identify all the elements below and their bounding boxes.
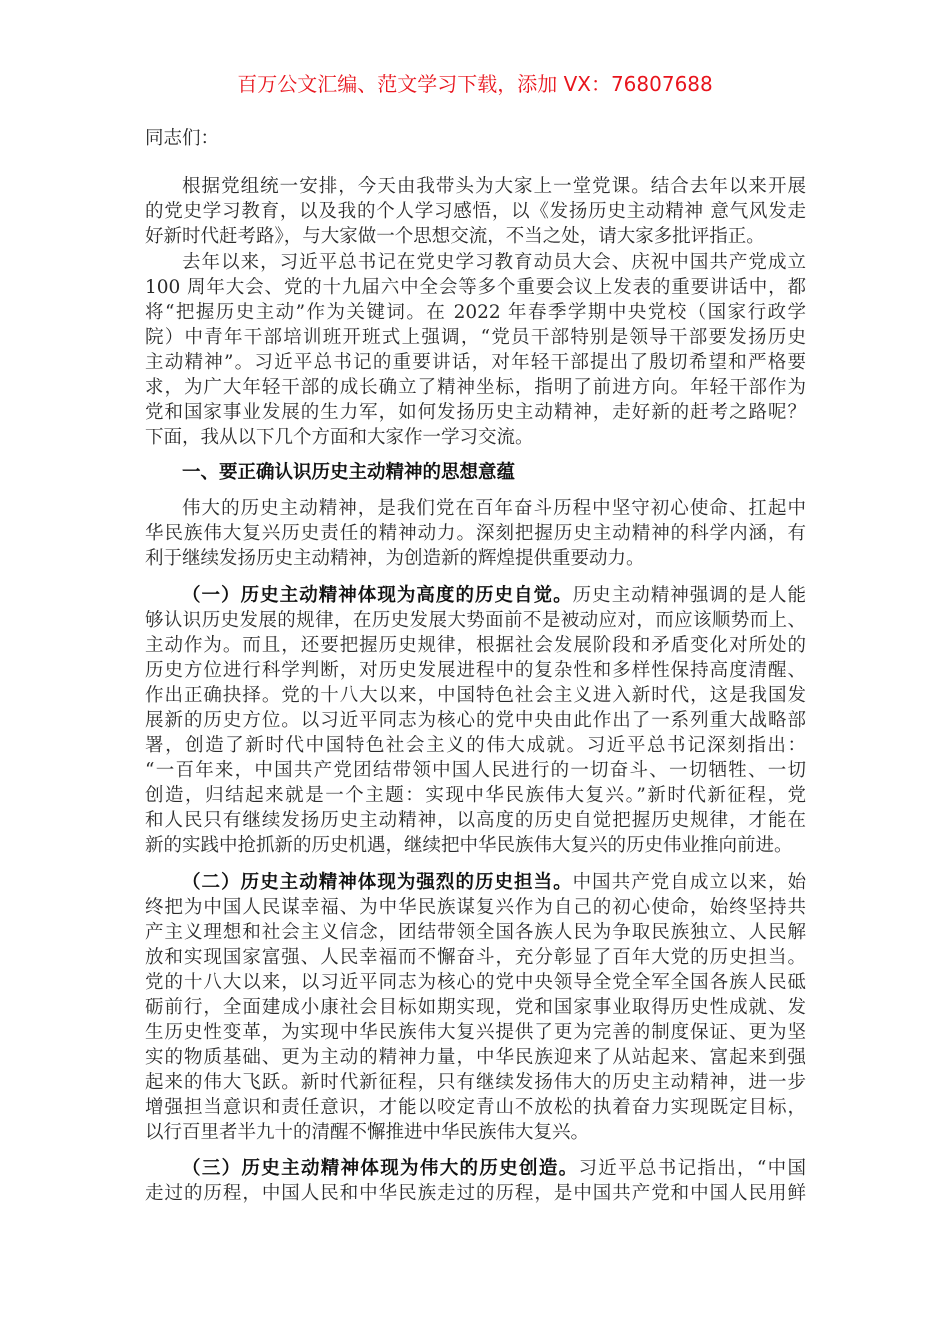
text-line: 根据党组统一安排，今天由我带头为大家上一堂党课。结合去年以来开展 — [182, 176, 806, 197]
text-line: 增强担当意识和责任意识，才能以咬定青山不放松的执着奋力实现既定目标， — [145, 1097, 806, 1118]
subsection-1 — [145, 583, 806, 858]
text-line: 党的十八大以来，以习近平同志为核心的党中央领导全党全军全国各族人民砥 — [145, 972, 806, 993]
text-line: 起来的伟大飞跃。新时代新征程，只有继续发扬伟大的历史主动精神，进一步 — [145, 1072, 806, 1093]
text-line — [145, 1156, 806, 1181]
subsection-text: 历史主动精神强调的是人能 — [572, 585, 806, 606]
text-line: 求，为广大年轻干部的成长确立了精神坐标，指明了前进方向。年轻干部作为 — [145, 377, 806, 398]
greeting-text: 同志们： — [145, 128, 220, 149]
text-line: 放和实现国家富强、人民幸福而不懈奋斗，充分彰显了百年大党的历史担当。 — [145, 947, 806, 968]
text-line: 党和国家事业发展的生力军，如何发扬历史主动精神，走好新的赶考之路呢？ — [145, 402, 806, 423]
download-banner: 百万公文汇编、范文学习下载，添加 VX：76807688 — [237, 72, 713, 96]
text-line: 去年以来，习近平总书记在党史学习教育动员大会、庆祝中国共产党成立 — [182, 252, 806, 273]
text-line — [145, 583, 806, 608]
text-line: 将“把握历史主动”作为关键词。在 2022 年春季学期中央党校（国家行政学 — [145, 302, 806, 323]
text-line: 利于继续发扬历史主动精神，为创造新的辉煌提供重要动力。 — [145, 548, 645, 569]
text-line: 终把为中国人民谋幸福、为中华民族谋复兴作为自己的初心使命，始终坚持共 — [145, 897, 806, 918]
paragraph-intro — [145, 174, 806, 249]
text-line — [145, 870, 806, 895]
subsection-3 — [145, 1156, 806, 1206]
text-line: 砺前行，全面建成小康社会目标如期实现，党和国家事业取得历史性成就、发 — [145, 997, 806, 1018]
paragraph-section1-intro — [145, 496, 806, 571]
text-line: 实的物质基础、更为主动的精神力量，中华民族迎来了从站起来、富起来到强 — [145, 1047, 806, 1068]
text-line: 作出正确抉择。党的十八大以来，中国特色社会主义进入新时代，这是我国发 — [145, 685, 806, 706]
text-line: 走过的历程，中国人民和中华民族走过的历程，是中国共产党和中国人民用鲜 — [145, 1183, 806, 1204]
text-line: 下面，我从以下几个方面和大家作一学习交流。 — [145, 427, 534, 448]
text-line: 展新的历史方位。以习近平同志为核心的党中央由此作出了一系列重大战略部 — [145, 710, 806, 731]
text-line: 主动作为。而且，还要把握历史规律，根据社会发展阶段和矛盾变化对所处的 — [145, 635, 806, 656]
text-line: 100 周年大会、党的十九届六中全会等多个重要会议上发表的重要讲话中，都 — [145, 277, 806, 298]
text-line: 署，创造了新时代中国特色社会主义的伟大成就。习近平总书记深刻指出： — [145, 735, 806, 756]
subsection-title: （二）历史主动精神体现为强烈的历史担当。 — [182, 872, 573, 893]
subsection-title: （三）历史主动精神体现为伟大的历史创造。 — [182, 1158, 579, 1179]
paragraph-background — [145, 250, 806, 450]
subsection-text: 中国共产党自成立以来，始 — [572, 872, 806, 893]
text-line: “一百年来，中国共产党团结带领中国人民进行的一切奋斗、一切牺牲、一切 — [145, 760, 806, 781]
text-line: 院）中青年干部培训班开班式上强调，“党员干部特别是领导干部要发扬历史 — [145, 327, 806, 348]
text-line: 伟大的历史主动精神，是我们党在百年奋斗历程中坚守初心使命、扛起中 — [182, 498, 806, 519]
text-line: 历史方位进行科学判断，对历史发展进程中的复杂性和多样性保持高度清醒、 — [145, 660, 806, 681]
subsection-2 — [145, 870, 806, 1145]
text-line: 新的实践中抢抓新的历史机遇，继续把中华民族伟大复兴的历史伟业推向前进。 — [145, 835, 793, 856]
section-heading-1 — [145, 460, 806, 485]
text-line: 生历史性变革，为实现中华民族伟大复兴提供了更为完善的制度保证、更为坚 — [145, 1022, 806, 1043]
text-line: 产主义理想和社会主义信念，团结带领全国各族人民为争取民族独立、人民解 — [145, 922, 806, 943]
text-line: 以行百里者半九十的清醒不懈推进中华民族伟大复兴。 — [145, 1122, 590, 1143]
heading-text: 一、要正确认识历史主动精神的思想意蕴 — [182, 462, 516, 483]
subsection-title: （一）历史主动精神体现为高度的历史自觉。 — [182, 585, 573, 606]
text-line: 创造，归结起来就是一个主题：实现中华民族伟大复兴。”新时代新征程，党 — [145, 785, 806, 806]
text-line: 华民族伟大复兴历史责任的精神动力。深刻把握历史主动精神的科学内涵，有 — [145, 523, 806, 544]
text-line: 主动精神”。习近平总书记的重要讲话，对年轻干部提出了殷切希望和严格要 — [145, 352, 806, 373]
greeting — [145, 126, 806, 151]
text-line: 好新时代赶考路》，与大家做一个思想交流，不当之处，请大家多批评指正。 — [145, 226, 765, 247]
text-line: 够认识历史发展的规律，在历史发展大势面前不是被动应对，而应该顺势而上、 — [145, 610, 806, 631]
text-line: 和人民只有继续发扬历史主动精神，以高度的历史自觉把握历史规律，才能在 — [145, 810, 806, 831]
subsection-text: 习近平总书记指出，“中国 — [578, 1158, 806, 1179]
text-line: 的党史学习教育，以及我的个人学习感悟，以《发扬历史主动精神 意气风发走 — [145, 201, 806, 222]
